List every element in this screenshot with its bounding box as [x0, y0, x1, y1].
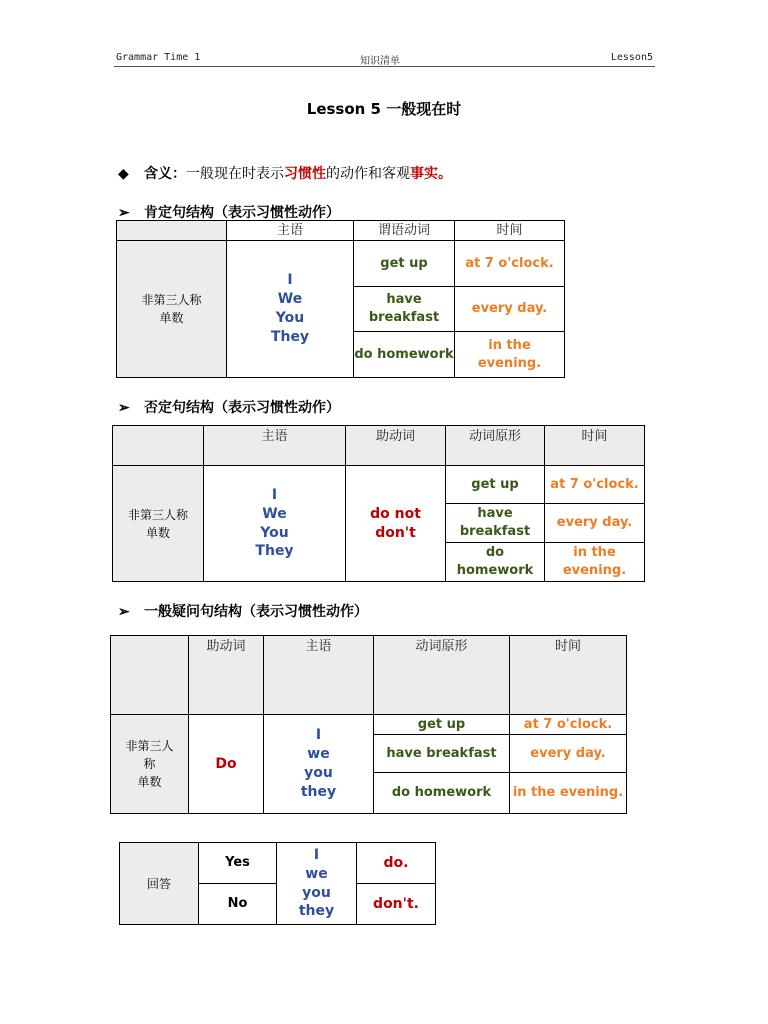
- answer-table: [119, 842, 436, 925]
- negative-header-verb: 动词原形: [446, 426, 545, 466]
- affirmative-header-blank: [117, 221, 227, 241]
- meaning-highlight-2: 事实。: [410, 166, 452, 182]
- diamond-bullet-icon: ◆: [118, 166, 129, 182]
- header-left: Grammar Time 1: [116, 52, 201, 63]
- subject-item: they: [298, 903, 335, 920]
- subject-item: I: [271, 486, 278, 503]
- affirmative-time: every day.: [455, 287, 565, 332]
- negative-table: [112, 425, 645, 582]
- header-right: Lesson5: [610, 52, 653, 63]
- negative-header-subject: 主语: [204, 426, 346, 466]
- meaning-text-1: 一般现在时表示: [186, 166, 284, 182]
- affirmative-table: [116, 220, 565, 378]
- meaning-highlight-1: 习惯性: [284, 166, 326, 182]
- arrow-bullet-icon: ➢: [118, 400, 130, 416]
- meaning-label: 含义：: [144, 166, 186, 182]
- affirmative-subjects: [227, 241, 354, 378]
- subject-item: We: [262, 505, 287, 522]
- header-divider: [114, 66, 655, 67]
- question-time: every day.: [510, 735, 627, 773]
- question-row-label: [111, 715, 189, 814]
- affirmative-time: at 7 o'clock.: [455, 241, 565, 287]
- aux-item: do not: [370, 505, 421, 522]
- negative-time: in the evening.: [545, 543, 645, 582]
- subject-item: They: [255, 543, 294, 560]
- negative-time: every day.: [545, 504, 645, 543]
- answer-no: No: [199, 884, 277, 925]
- subject-item: we: [305, 865, 328, 882]
- row-label-line: 单数: [159, 311, 184, 325]
- negative-time: at 7 o'clock.: [545, 466, 645, 504]
- subject-item: I: [287, 272, 293, 289]
- subject-item: I: [313, 846, 320, 863]
- answer-yes: Yes: [199, 843, 277, 884]
- question-time: in the evening.: [510, 773, 627, 814]
- question-header-time: 时间: [510, 636, 627, 715]
- page-title: Lesson 5 一般现在时: [306, 100, 462, 118]
- question-header-verb: 动词原形: [374, 636, 510, 715]
- question-verb: get up: [374, 715, 510, 735]
- aux-item: don't: [375, 524, 416, 541]
- affirmative-verb: do homework: [354, 332, 455, 378]
- row-label-line: 非第三人称: [141, 293, 202, 307]
- answer-subjects: [277, 843, 357, 925]
- affirmative-row-label: [117, 241, 227, 378]
- question-header-subject: 主语: [264, 636, 374, 715]
- subject-item: we: [307, 746, 330, 763]
- answer-label: 回答: [120, 843, 199, 925]
- subject-item: you: [302, 884, 331, 901]
- question-time: at 7 o'clock.: [510, 715, 627, 735]
- answer-no-end: don't.: [357, 884, 436, 925]
- header-center: 知识清单: [360, 56, 400, 67]
- subject-item: You: [275, 310, 305, 326]
- subject-item: you: [304, 765, 333, 781]
- negative-heading-line: [118, 397, 340, 417]
- question-aux: Do: [189, 715, 264, 814]
- negative-header-blank: [113, 426, 204, 466]
- affirmative-heading-line: [118, 202, 340, 222]
- subject-item: They: [270, 328, 310, 345]
- arrow-bullet-icon: ➢: [118, 205, 130, 221]
- meaning-line: [118, 163, 452, 183]
- negative-header-time: 时间: [545, 426, 645, 466]
- affirmative-heading: 肯定句结构（表示习惯性动作）: [144, 205, 340, 221]
- subject-item: You: [260, 524, 289, 541]
- subject-item: We: [277, 291, 303, 308]
- arrow-bullet-icon: ➢: [118, 604, 130, 620]
- negative-verb: do homework: [446, 543, 545, 582]
- question-verb: have breakfast: [374, 735, 510, 773]
- affirmative-header-verb: 谓语动词: [354, 221, 455, 241]
- answer-yes-end: do.: [357, 843, 436, 884]
- affirmative-verb: get up: [354, 241, 455, 287]
- question-verb: do homework: [374, 773, 510, 814]
- negative-aux: [346, 466, 446, 582]
- affirmative-time: in the evening.: [455, 332, 565, 378]
- affirmative-header-subject: 主语: [227, 221, 354, 241]
- affirmative-verb: have breakfast: [354, 287, 455, 332]
- negative-subjects: [204, 466, 346, 582]
- row-label-line: 非第三人: [125, 739, 174, 753]
- subject-item: they: [300, 783, 337, 800]
- row-label-line: 称: [143, 757, 156, 771]
- negative-header-aux: 助动词: [346, 426, 446, 466]
- question-heading: 一般疑问句结构（表示习惯性动作）: [144, 604, 368, 620]
- negative-heading: 否定句结构（表示习惯性动作）: [144, 400, 340, 416]
- affirmative-header-time: 时间: [455, 221, 565, 241]
- subject-item: I: [315, 727, 322, 744]
- row-label-line: 单数: [137, 775, 162, 789]
- question-table: [110, 635, 627, 814]
- negative-verb: get up: [446, 466, 545, 504]
- question-header-blank: [111, 636, 189, 715]
- negative-row-label: [113, 466, 204, 582]
- question-header-aux: 助动词: [189, 636, 264, 715]
- question-heading-line: [118, 601, 368, 621]
- row-label-line: 单数: [145, 525, 170, 540]
- negative-verb: have breakfast: [446, 504, 545, 543]
- row-label-line: 非第三人称: [127, 507, 188, 522]
- meaning-text-2: 的动作和客观: [326, 166, 410, 182]
- question-subjects: [264, 715, 374, 814]
